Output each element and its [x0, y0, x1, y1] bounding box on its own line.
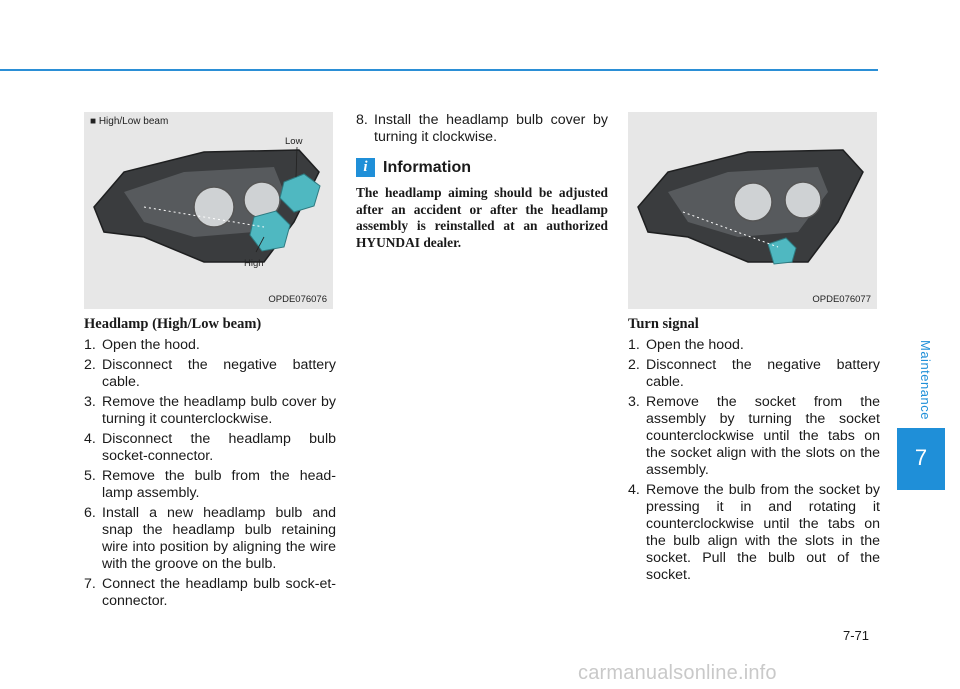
watermark-text: carmanualsonline.info — [578, 662, 777, 684]
information-header — [356, 158, 608, 177]
list-item: 4. Remove the bulb from the socket by pressing it in and rotating it counterclockwise until the tabs on the bulb align with the slots in the socket. Pull the bulb out of the socket. — [628, 482, 880, 583]
list-item: 1. Open the hood. — [84, 337, 200, 353]
list-item: 5. Remove the bulb from the head-lamp assembly. — [84, 468, 336, 501]
info-icon: i — [356, 158, 375, 177]
list-item: 4. Disconnect the headlamp bulb socket-connector. — [84, 431, 336, 464]
chapter-number-badge: 7 — [897, 428, 945, 488]
list-item: 6. Install a new headlamp bulb and snap the headlamp bulb retaining wire into position by aligning the wire with the groove on the bulb. — [84, 505, 336, 572]
list-item: 8. Install the headlamp bulb cover by turning it clockwise. — [356, 112, 608, 145]
headlamp-steps — [84, 337, 336, 610]
list-item: 7. Connect the headlamp bulb sock-et-connector. — [84, 576, 336, 609]
list-item: 1. Open the hood. — [628, 337, 744, 353]
headlamp-section — [84, 316, 336, 613]
figure-code: OPDE076077 — [812, 294, 871, 305]
middle-column — [356, 112, 608, 251]
list-item: 2. Disconnect the negative battery cable. — [628, 357, 880, 390]
side-tab-label: Maintenance — [918, 340, 933, 420]
list-item: 2. Disconnect the negative battery cable. — [84, 357, 336, 390]
list-item: 3. Remove the socket from the assembly by turning the socket counterclockwise until the tabs on the socket align with the slots on the assembly. — [628, 394, 880, 478]
headlamp-figure — [84, 112, 333, 309]
turn-signal-steps — [628, 337, 880, 584]
side-tab-underline — [897, 488, 945, 490]
information-body: The headlamp aiming should be adjusted after an accident or after the headlamp assembly is reinstalled at an authorized HYUNDAI dealer. — [356, 185, 608, 250]
information-title: Information — [383, 159, 471, 176]
headlamp-steps-continued — [356, 112, 608, 146]
label-low: Low — [285, 136, 303, 147]
turn-signal-figure — [628, 112, 877, 309]
top-rule — [0, 69, 878, 71]
figure-code: OPDE076076 — [268, 294, 327, 305]
figure-caption: ■ High/Low beam — [90, 116, 169, 127]
page-number: 7-71 — [843, 628, 870, 643]
section-title: Headlamp (High/Low beam) — [84, 316, 262, 332]
section-title: Turn signal — [628, 316, 699, 332]
list-item: 3. Remove the headlamp bulb cover by turning it counterclockwise. — [84, 394, 336, 427]
turn-signal-illustration — [628, 112, 877, 309]
label-high: High — [244, 258, 264, 269]
turn-signal-section — [628, 316, 880, 587]
